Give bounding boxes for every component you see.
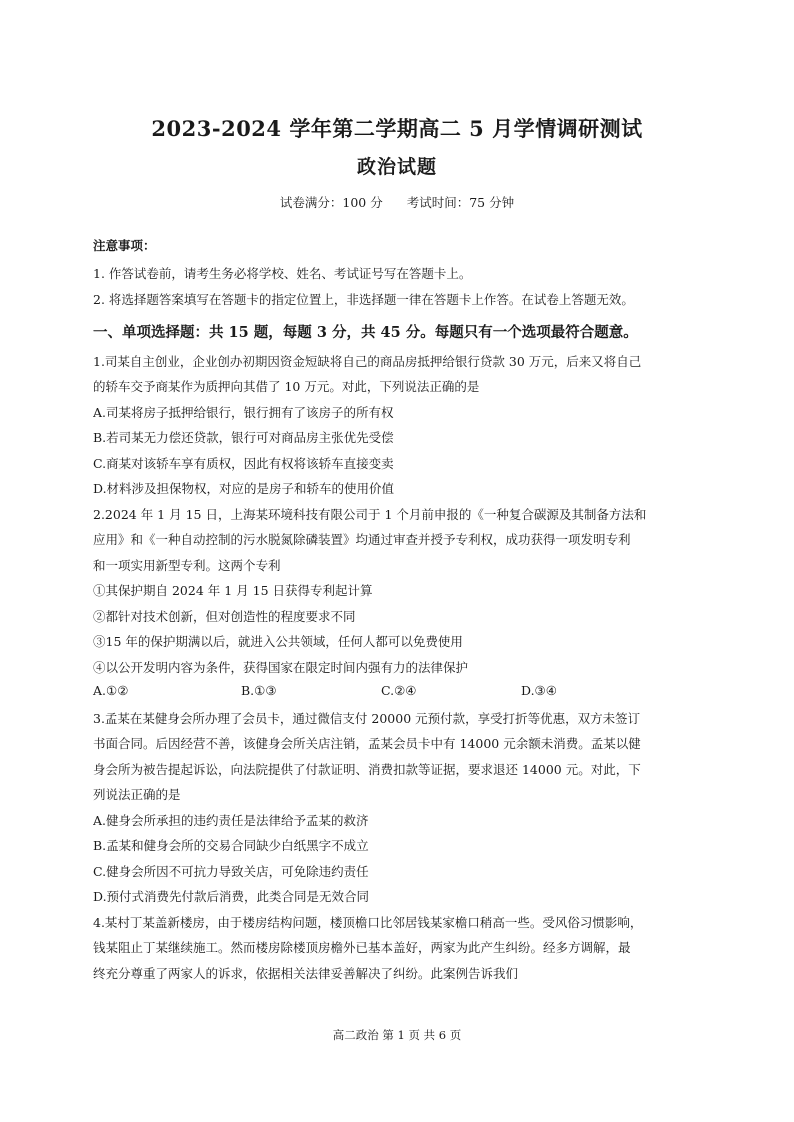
q2-stem-line: 和一项实用新型专利。这两个专利 xyxy=(93,558,281,573)
q1-option-b: B.若司某无力偿还贷款，银行可对商品房主张优先受偿 xyxy=(93,430,394,445)
q2-stem-line: 2.2024 年 1 月 15 日，上海某环境科技有限公司于 1 个月前申报的《一种复合碳源及其制备方法和 xyxy=(93,507,647,522)
q1-option-d: D.材料涉及担保物权，对应的是房子和轿车的使用价值 xyxy=(93,481,395,496)
q2-statement-2: ②都针对技术创新，但对创造性的程度要求不同 xyxy=(93,609,356,624)
q1-option-c: C.商某对该轿车享有质权，因此有权将该轿车直接变卖 xyxy=(93,456,394,471)
q4-stem-line: 4.某村丁某盖新楼房，由于楼房结构问题，楼顶檐口比邻居钱某家檐口稍高一些。受风俗习惯影响， xyxy=(93,915,643,930)
q2-option-b: B.①③ xyxy=(241,683,277,698)
q3-option-c: C.健身会所因不可抗力导致关店，可免除违约责任 xyxy=(93,864,369,879)
q4-stem-line: 终充分尊重了两家人的诉求，依据相关法律妥善解决了纠纷。此案例告诉我们 xyxy=(93,966,519,981)
q2-option-d: D.③④ xyxy=(521,683,557,698)
q3-stem-line: 书面合同。后因经营不善，该健身会所关店注销，孟某会员卡中有 14000 元余额未消费。孟某以健 xyxy=(93,736,641,751)
q1-stem-line: 的轿车交予商某作为质押向其借了 10 万元。对此，下列说法正确的是 xyxy=(93,379,480,394)
q2-option-a: A.①② xyxy=(93,683,129,698)
notice-item: 1. 作答试卷前，请考生务必将学校、姓名、考试证号写在答题卡上。 xyxy=(93,266,472,281)
exam-title: 2023-2024 学年第二学期高二 5 月学情调研测试 xyxy=(151,116,643,141)
q3-stem-line: 列说法正确的是 xyxy=(93,787,181,802)
q3-option-a: A.健身会所承担的违约责任是法律给予孟某的救济 xyxy=(93,813,369,828)
q3-stem-line: 3.孟某在某健身会所办理了会员卡，通过微信支付 20000 元预付款，享受打折等优惠，双方未签订 xyxy=(93,711,641,726)
q2-stem-line: 应用》和《一种自动控制的污水脱氮除磷装置》均通过审查并授予专利权，成功获得一项发明专利 xyxy=(93,532,631,547)
subject-title: 政治试题 xyxy=(356,156,437,178)
section-heading: 一、单项选择题：共 15 题，每题 3 分，共 45 分。每题只有一个选项最符合题意。 xyxy=(93,324,638,341)
q2-statement-3: ③15 年的保护期满以后，就进入公共领域，任何人都可以免费使用 xyxy=(93,634,463,649)
q4-stem-line: 钱某阻止丁某继续施工。然而楼房除楼顶房檐外已基本盖好，两家为此产生纠纷。经多方调解，最 xyxy=(93,940,631,955)
q3-option-d: D.预付式消费先付款后消费，此类合同是无效合同 xyxy=(93,889,370,904)
q3-option-b: B.孟某和健身会所的交易合同缺少白纸黑字不成立 xyxy=(93,838,369,853)
full-score: 试卷满分：100 分 xyxy=(279,195,383,210)
notice-heading: 注意事项： xyxy=(93,238,156,253)
q1-option-a: A.司某将房子抵押给银行，银行拥有了该房子的所有权 xyxy=(93,405,394,420)
q2-statement-4: ④以公开发明内容为条件，获得国家在限定时间内强有力的法律保护 xyxy=(93,660,469,675)
page-footer: 高二政治 第 1 页 共 6 页 xyxy=(332,1028,462,1042)
notice-item: 2. 将选择题答案填写在答题卡的指定位置上，非选择题一律在答题卡上作答。在试卷上答题无效。 xyxy=(93,292,634,307)
q3-stem-line: 身会所为被告提起诉讼，向法院提供了付款证明、消费扣款等证据，要求退还 14000 元。对此，下 xyxy=(93,762,641,777)
q1-stem-line: 1.司某自主创业，企业创办初期因资金短缺将自己的商品房抵押给银行贷款 30 万元，后来又将自己 xyxy=(93,354,642,369)
q2-statement-1: ①其保护期自 2024 年 1 月 15 日获得专利起计算 xyxy=(93,583,373,598)
q2-option-c: C.②④ xyxy=(381,683,417,698)
exam-meta xyxy=(0,193,794,211)
exam-time: 考试时间：75 分钟 xyxy=(406,195,515,210)
